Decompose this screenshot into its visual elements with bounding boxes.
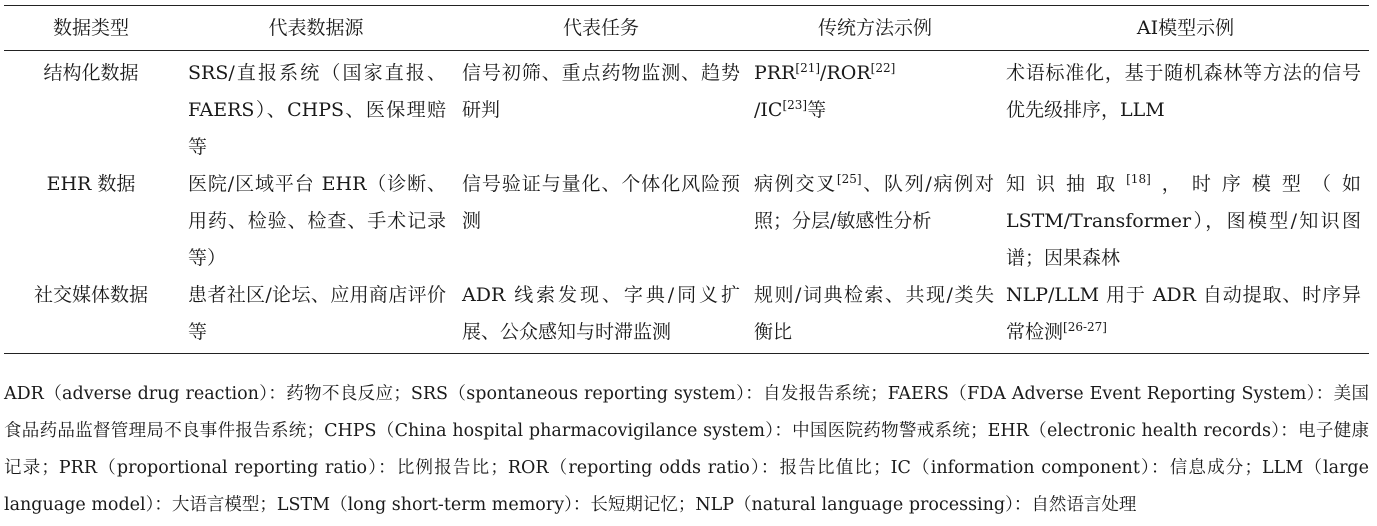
cell-data-source: SRS/直报系统（国家直报、FAERS）、CHPS、医保理赔等 [188,62,446,158]
table-row [4,51,1369,167]
text-segment: PRR [754,62,796,84]
text-segment: 知识抽取 [1006,173,1127,195]
text-segment: 、队列/病例对照；分层/敏感性分析 [754,173,994,232]
cell-ai-model [1002,277,1369,354]
citation: [25] [836,172,862,186]
header-task: 代表任务 [562,16,639,39]
cell-data-source: 医院/区域平台 EHR（诊断、用药、检验、检查、手术记录等） [188,173,446,269]
cell-ai-model [1002,51,1369,167]
text-segment: ，时序模型（如 LSTM/Transformer），图模型/知识图谱；因果森林 [1006,173,1361,269]
cell-data-type: EHR 数据 [46,173,136,195]
text-segment: 病例交叉 [754,173,837,195]
citation: [23] [782,98,808,112]
cell-data-type: 社交媒体数据 [33,284,148,306]
header-traditional-method: 传统方法示例 [817,16,932,39]
citation: [26-27] [1063,320,1107,334]
cell-task: 信号验证与量化、个体化风险预测 [462,173,740,232]
comparison-table-wrapper [4,5,1369,354]
cell-task: 信号初筛、重点药物监测、趋势研判 [462,62,740,121]
table-header-row [4,6,1369,51]
cell-ai-model [1002,166,1369,277]
citation: [21] [795,61,821,75]
header-ai-model: AI模型示例 [1136,16,1235,39]
cell-traditional-method [748,277,1002,354]
text-segment: 等 [807,99,827,121]
cell-data-type: 结构化数据 [43,62,139,84]
cell-traditional-method [748,51,1002,167]
table-row [4,166,1369,277]
citation: [22] [870,61,896,75]
cell-traditional-method [748,166,1002,277]
header-data-source: 代表数据源 [268,16,364,39]
cell-data-source: 患者社区/论坛、应用商店评价等 [188,284,446,343]
header-data-type: 数据类型 [52,16,129,39]
text-segment: /IC [754,99,783,121]
table-row [4,277,1369,354]
text-segment: NLP/LLM 用于 ADR 自动提取、时序异常检测 [1006,284,1361,343]
table-footnote: ADR（adverse drug reaction）：药物不良反应；SRS（spontaneous reporting system）：自发报告系统；FAERS（FDA Adverse Event Reporting System）：美国食品药品监督管理局不良事件报告系统；CHPS（China hospital pharmacovigilance system）：中国医院药物警戒系统；EHR（electronic health records）：电子健康记录；PRR（proportional reporting ratio）：比例报告比；ROR（reporting odds ratio）：报告比值比；IC（information component）：信息成分；LLM（large language model）：大语言模型；LSTM（long short-term memory）：长短期记忆；NLP（natural language processing）：自然语言处理 [4,384,1369,515]
comparison-table [4,5,1369,354]
citation: [18] [1126,172,1151,186]
text-segment: /ROR [820,62,871,84]
text-segment: 规则/词典检索、共现/类失衡比 [754,284,994,343]
cell-task: ADR 线索发现、字典/同义扩展、公众感知与时滞监测 [462,284,740,343]
text-segment: 术语标准化，基于随机森林等方法的信号优先级排序，LLM [1006,62,1361,121]
